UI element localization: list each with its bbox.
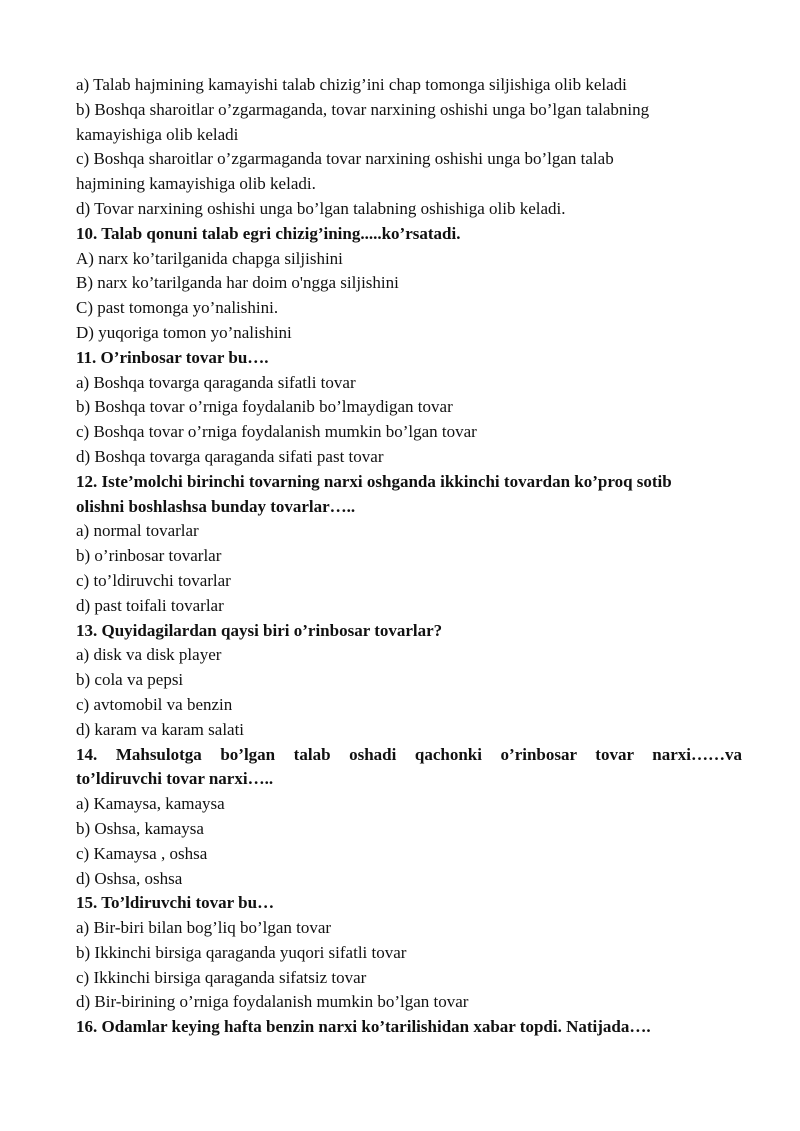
- test-content: [76, 73, 742, 1040]
- option-line: b) Oshsa, kamaysa: [76, 818, 204, 838]
- option-line: b) cola va pepsi: [76, 670, 184, 690]
- option-line: c) Kamaysa , oshsa: [76, 843, 208, 863]
- question-14: 14. Mahsulotga bo’lgan talab oshadi qachonki o’rinbosar tovar narxi……va: [76, 744, 742, 764]
- question-12: 12. Iste’molchi birinchi tovarning narxi oshganda ikkinchi tovardan ko’proq sotib: [76, 471, 672, 491]
- option-line: d) Bir-birining o’rniga foydalanish mumkin bo’lgan tovar: [76, 992, 469, 1012]
- option-line: c) Boshqa tovar o’rniga foydalanish mumkin bo’lgan tovar: [76, 422, 477, 442]
- question-15: 15. To’ldiruvchi tovar bu…: [76, 893, 275, 913]
- question-12-continued: olishni boshlashsa bunday tovarlar…..: [76, 496, 356, 516]
- option-line: b) Boshqa sharoitlar o’zgarmaganda, tovar narxining oshishi unga bo’lgan talabning: [76, 99, 650, 119]
- question-10: 10. Talab qonuni talab egri chizig’ining.....ko’rsatadi.: [76, 223, 461, 243]
- option-line: B) narx ko’tarilganda har doim o'ngga siljishini: [76, 273, 399, 293]
- option-line: b) Boshqa tovar o’rniga foydalanib bo’lmaydigan tovar: [76, 397, 453, 417]
- option-line: d) Tovar narxining oshishi unga bo’lgan talabning oshishiga olib keladi.: [76, 198, 566, 218]
- option-line: A) narx ko’tarilganida chapga siljishini: [76, 248, 343, 268]
- question-14-continued: to’ldiruvchi tovar narxi…..: [76, 769, 274, 789]
- option-line: a) Talab hajmining kamayishi talab chizig’ini chap tomonga siljishiga olib keladi: [76, 75, 627, 94]
- option-line: a) Boshqa tovarga qaraganda sifatli tovar: [76, 372, 356, 392]
- question-13: 13. Quyidagilardan qaysi biri o’rinbosar tovarlar?: [76, 620, 443, 640]
- question-16: 16. Odamlar keying hafta benzin narxi ko’tarilishidan xabar topdi. Natijada….: [76, 1017, 651, 1037]
- option-line: a) Bir-biri bilan bog’liq bo’lgan tovar: [76, 918, 332, 938]
- option-line: D) yuqoriga tomon yo’nalishini: [76, 322, 292, 342]
- option-line: d) past toifali tovarlar: [76, 595, 224, 615]
- option-line: a) Kamaysa, kamaysa: [76, 794, 225, 814]
- question-11: 11. O’rinbosar tovar bu….: [76, 347, 269, 367]
- option-line: a) normal tovarlar: [76, 521, 199, 541]
- option-line: b) o’rinbosar tovarlar: [76, 546, 222, 566]
- option-line: d) Oshsa, oshsa: [76, 868, 183, 888]
- option-line: c) Ikkinchi birsiga qaraganda sifatsiz tovar: [76, 967, 367, 987]
- option-line: b) Ikkinchi birsiga qaraganda yuqori sifatli tovar: [76, 942, 407, 962]
- option-line: C) past tomonga yo’nalishini.: [76, 298, 279, 318]
- option-line: a) disk va disk player: [76, 645, 222, 665]
- option-line: d) karam va karam salati: [76, 719, 245, 739]
- option-line: c) to’ldiruvchi tovarlar: [76, 570, 231, 590]
- option-line: hajmining kamayishiga olib keladi.: [76, 174, 316, 194]
- option-line: d) Boshqa tovarga qaraganda sifati past tovar: [76, 446, 384, 466]
- option-line: c) Boshqa sharoitlar o’zgarmaganda tovar narxining oshishi unga bo’lgan talab: [76, 149, 614, 169]
- option-line: kamayishiga olib keladi: [76, 124, 239, 144]
- option-line: c) avtomobil va benzin: [76, 694, 233, 714]
